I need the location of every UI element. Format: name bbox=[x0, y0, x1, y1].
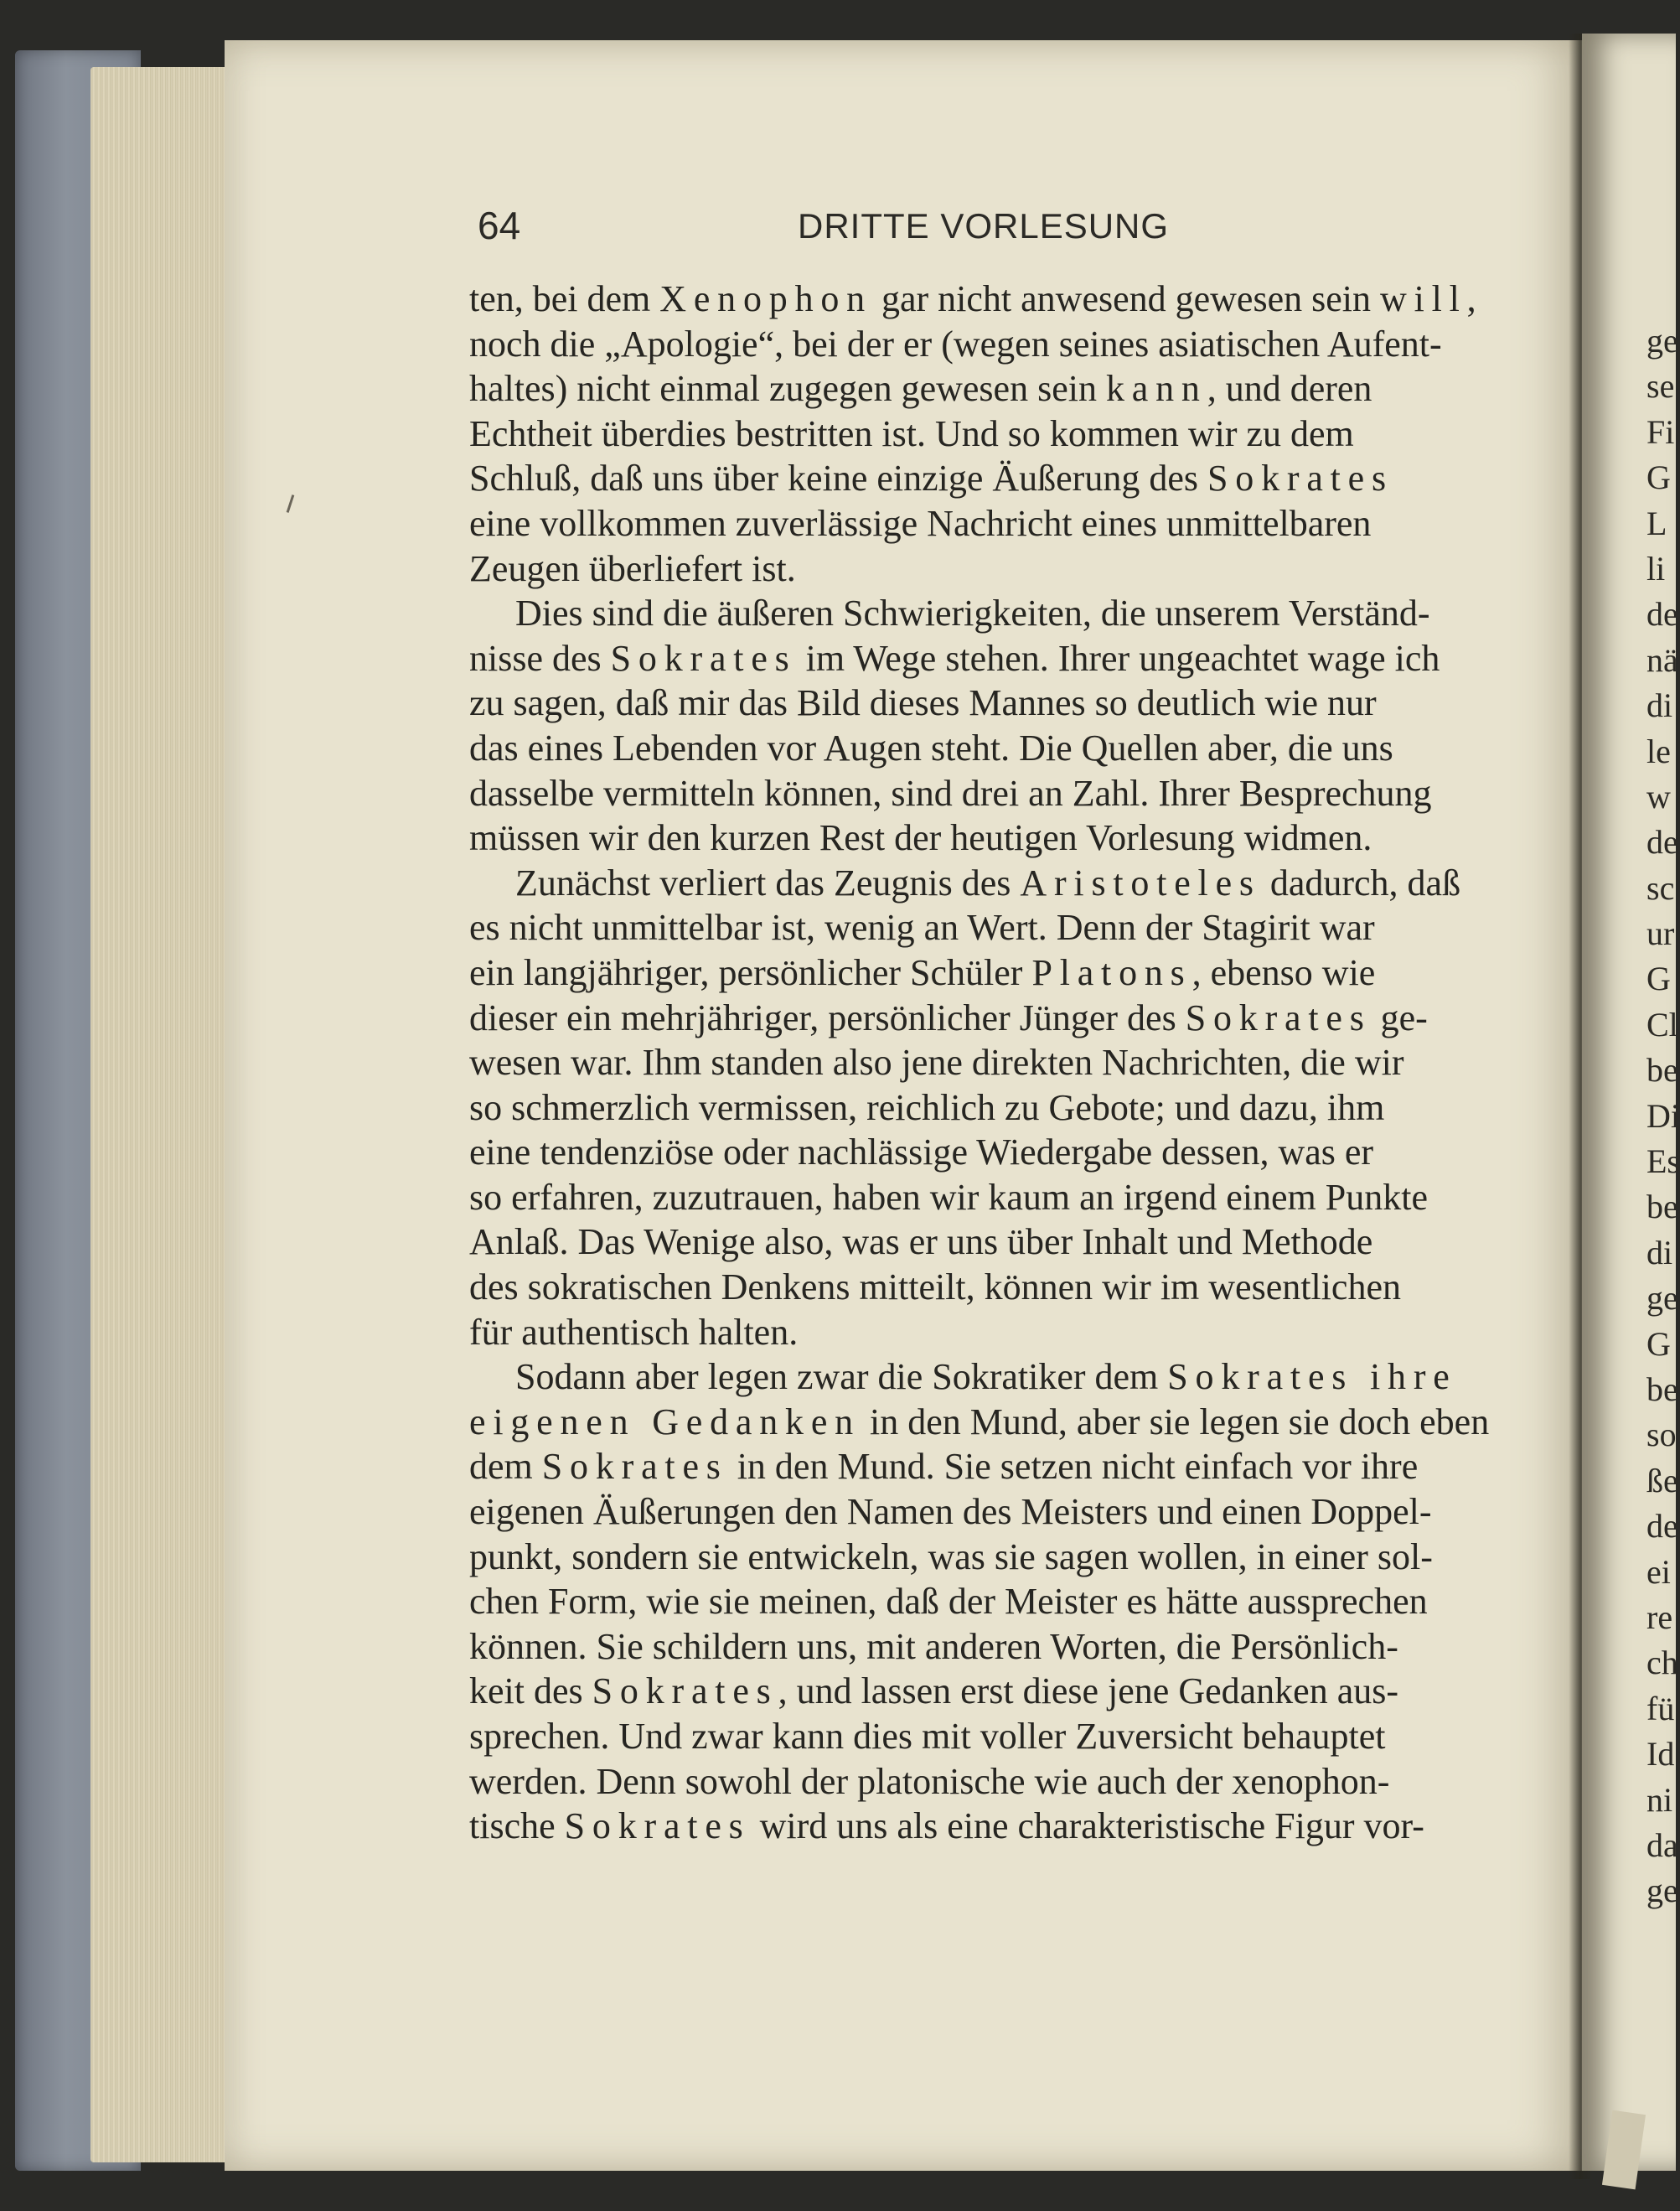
facing-text-fragment: re bbox=[1646, 1597, 1673, 1636]
text-segment: Echtheit überdies bestritten ist. Und so kommen wir zu dem bbox=[469, 412, 1354, 454]
facing-text-fragment: fü bbox=[1646, 1689, 1675, 1727]
text-line bbox=[469, 1175, 1550, 1220]
text-line bbox=[469, 1130, 1550, 1175]
text-segment: keit des bbox=[469, 1670, 592, 1712]
text-segment: wird uns als eine charakteristische Figur vor- bbox=[750, 1805, 1424, 1847]
facing-text-fragment: G bbox=[1646, 458, 1671, 497]
text-segment: so erfahren, zuzutrauen, haben wir kaum an irgend einem Punkte bbox=[469, 1176, 1428, 1218]
text-segment: haltes) nicht einmal zugegen gewesen sein bbox=[469, 368, 1106, 410]
text-segment: es nicht unmittelbar ist, wenig an Wert. Denn der Stagirit war bbox=[469, 907, 1375, 949]
text-line bbox=[469, 950, 1550, 996]
spaced-emphasis: Xenophon bbox=[659, 278, 872, 319]
text-line bbox=[469, 681, 1550, 726]
text-segment: chen Form, wie sie meinen, daß der Meister es hätte aussprechen bbox=[469, 1581, 1428, 1623]
text-line bbox=[469, 456, 1550, 501]
text-segment: eine tendenziöse oder nachlässige Wiedergabe dessen, was er bbox=[469, 1131, 1374, 1173]
text-segment: ein langjähriger, persönlicher Schüler bbox=[469, 951, 1032, 993]
text-segment: Anlaß. Das Wenige also, was er uns über Inhalt und Methode bbox=[469, 1221, 1373, 1263]
facing-text-fragment: ch bbox=[1646, 1644, 1678, 1682]
text-segment: nisse des bbox=[469, 637, 611, 679]
text-segment: werden. Denn sowohl der platonische wie auch der xenophon- bbox=[469, 1760, 1390, 1802]
body-text bbox=[469, 277, 1550, 1849]
text-segment: können. Sie schildern uns, mit anderen Worten, die Persönlich- bbox=[469, 1625, 1398, 1667]
text-segment: , und deren bbox=[1207, 368, 1372, 410]
text-line bbox=[469, 1714, 1550, 1759]
facing-text-fragment: Cl bbox=[1646, 1005, 1678, 1043]
facing-text-fragment: ni bbox=[1646, 1780, 1673, 1819]
text-segment: gar nicht anwesend gewesen sein bbox=[871, 278, 1380, 319]
facing-text-fragment: Di bbox=[1646, 1096, 1680, 1135]
text-segment: im Wege stehen. Ihrer ungeachtet wage ich bbox=[796, 637, 1440, 679]
facing-text-fragment: be bbox=[1646, 1051, 1678, 1090]
text-segment: so schmerzlich vermissen, reichlich zu Gebote; und dazu, ihm bbox=[469, 1086, 1385, 1128]
facing-text-fragment: da bbox=[1646, 1825, 1678, 1864]
section-title: DRITTE VORLESUNG bbox=[798, 206, 1170, 246]
facing-text-fragment: di bbox=[1646, 1233, 1673, 1271]
spaced-emphasis: will bbox=[1380, 278, 1467, 319]
spaced-emphasis: Sokrates bbox=[564, 1805, 751, 1847]
facing-text-fragment: Fi bbox=[1646, 412, 1675, 451]
facing-text-fragment: ge bbox=[1646, 322, 1678, 360]
spaced-emphasis: Aristoteles bbox=[1020, 862, 1261, 904]
text-line bbox=[469, 1040, 1550, 1085]
text-line bbox=[469, 591, 1550, 636]
text-line bbox=[469, 366, 1550, 412]
facing-text-fragment: ge bbox=[1646, 1872, 1678, 1910]
spaced-emphasis: Sokrates bbox=[541, 1446, 728, 1488]
text-line bbox=[469, 861, 1550, 906]
text-line bbox=[469, 1535, 1550, 1580]
text-segment: sprechen. Und zwar kann dies mit voller Zuversicht behauptet bbox=[469, 1716, 1386, 1757]
text-segment: tische bbox=[469, 1805, 565, 1847]
text-segment: Schluß, daß uns über keine einzige Äußerung des bbox=[469, 458, 1207, 500]
text-line bbox=[469, 1669, 1550, 1714]
text-line bbox=[469, 1624, 1550, 1670]
page-edges bbox=[90, 67, 225, 2162]
facing-text-fragment: ße bbox=[1646, 1461, 1678, 1499]
facing-text-fragment: se bbox=[1646, 367, 1675, 406]
text-segment: in den Mund, aber sie legen sie doch eben bbox=[860, 1401, 1490, 1442]
facing-text-fragment: G bbox=[1646, 1324, 1671, 1363]
facing-text-fragment: L bbox=[1646, 504, 1667, 542]
text-segment: in den Mund. Sie setzen nicht einfach vor ihre bbox=[727, 1446, 1419, 1488]
facing-text-fragment: de bbox=[1646, 823, 1678, 862]
text-line bbox=[469, 1219, 1550, 1265]
text-line bbox=[469, 996, 1550, 1041]
text-segment: Zunächst verliert das Zeugnis des bbox=[515, 862, 1021, 904]
text-line bbox=[469, 322, 1550, 367]
text-segment: des sokratischen Denkens mitteilt, können wir im wesentlichen bbox=[469, 1266, 1401, 1308]
text-line bbox=[469, 1265, 1550, 1310]
facing-text-fragment: so bbox=[1646, 1416, 1677, 1454]
text-line bbox=[469, 1489, 1550, 1535]
text-line bbox=[469, 1444, 1550, 1489]
text-line bbox=[469, 636, 1550, 681]
facing-text-fragment: ei bbox=[1646, 1552, 1671, 1591]
text-segment: eine vollkommen zuverlässige Nachricht eines unmittelbaren bbox=[469, 502, 1372, 544]
facing-text-fragment: G bbox=[1646, 960, 1671, 998]
text-line bbox=[469, 1400, 1550, 1445]
text-line bbox=[469, 1310, 1550, 1355]
facing-text-fragment: de bbox=[1646, 595, 1678, 634]
text-line bbox=[469, 771, 1550, 816]
text-segment: müssen wir den kurzen Rest der heutigen Vorlesung widmen. bbox=[469, 817, 1372, 859]
facing-text-fragment: de bbox=[1646, 1507, 1678, 1546]
spaced-emphasis: Sokrates bbox=[610, 637, 797, 679]
text-segment: , ebenso wie bbox=[1192, 951, 1376, 993]
text-segment: das eines Lebenden vor Augen steht. Die Quellen aber, die uns bbox=[469, 727, 1393, 769]
text-segment: wesen war. Ihm standen also jene direkten Nachrichten, die wir bbox=[469, 1042, 1404, 1084]
text-line bbox=[469, 1759, 1550, 1805]
text-line bbox=[469, 1085, 1550, 1131]
text-line bbox=[469, 1579, 1550, 1624]
text-segment: Dies sind die äußeren Schwierigkeiten, die unserem Verständ- bbox=[515, 593, 1430, 634]
facing-text-fragment: ge bbox=[1646, 1279, 1678, 1318]
facing-text-fragment: sc bbox=[1646, 868, 1675, 907]
facing-text-fragment: di bbox=[1646, 686, 1673, 725]
facing-text-fragment: Id bbox=[1646, 1735, 1675, 1773]
facing-text-fragment: le bbox=[1646, 732, 1671, 770]
spaced-emphasis: Sokrates bbox=[1185, 997, 1372, 1038]
text-segment: dem bbox=[469, 1446, 542, 1488]
text-segment: ten, bei dem bbox=[469, 278, 660, 319]
text-line bbox=[469, 1804, 1550, 1849]
page-number: 64 bbox=[478, 204, 521, 247]
spaced-emphasis: eigenen Gedanken bbox=[469, 1401, 861, 1442]
running-head bbox=[478, 203, 1232, 253]
text-line bbox=[469, 816, 1550, 861]
text-segment: eigenen Äußerungen den Namen des Meisters und einen Doppel- bbox=[469, 1491, 1432, 1533]
spaced-emphasis: Sokrates ihre bbox=[1167, 1356, 1457, 1398]
spaced-emphasis: Platons bbox=[1031, 951, 1192, 993]
facing-text-fragment: Es bbox=[1646, 1142, 1680, 1181]
text-segment: zu sagen, daß mir das Bild dieses Mannes so deutlich wie nur bbox=[469, 682, 1377, 724]
text-segment: dasselbe vermitteln können, sind drei an Zahl. Ihrer Besprechung bbox=[469, 772, 1432, 814]
text-segment: für authentisch halten. bbox=[469, 1311, 799, 1353]
text-line bbox=[469, 546, 1550, 592]
facing-text-fragment: ur bbox=[1646, 914, 1675, 953]
text-line bbox=[469, 1354, 1550, 1400]
text-segment: dieser ein mehrjähriger, persönlicher Jünger des bbox=[469, 997, 1186, 1038]
text-segment: punkt, sondern sie entwickeln, was sie sagen wollen, in einer sol- bbox=[469, 1535, 1433, 1577]
text-segment: , und lassen erst diese jene Gedanken aus- bbox=[778, 1670, 1398, 1712]
text-segment: , bbox=[1466, 278, 1476, 319]
facing-text-fragment: w bbox=[1646, 777, 1671, 816]
facing-text-fragment: nä bbox=[1646, 640, 1678, 679]
text-line bbox=[469, 501, 1550, 546]
text-line bbox=[469, 277, 1550, 322]
spaced-emphasis: Sokrates bbox=[1207, 458, 1393, 500]
text-segment: noch die „Apologie“, bei der er (wegen seines asiatischen Aufent- bbox=[469, 323, 1442, 365]
facing-text-fragment: be bbox=[1646, 1370, 1678, 1408]
text-line bbox=[469, 905, 1550, 950]
text-segment: ge- bbox=[1371, 997, 1428, 1038]
spaced-emphasis: Sokrates bbox=[592, 1670, 778, 1712]
text-line bbox=[469, 412, 1550, 457]
text-segment: dadurch, daß bbox=[1260, 862, 1461, 904]
text-segment: Sodann aber legen zwar die Sokratiker dem bbox=[515, 1356, 1168, 1398]
facing-text-fragment: be bbox=[1646, 1188, 1678, 1226]
spaced-emphasis: kann bbox=[1105, 368, 1207, 410]
text-line bbox=[469, 726, 1550, 771]
facing-page-text bbox=[1646, 318, 1680, 1914]
facing-text-fragment: li bbox=[1646, 549, 1666, 588]
text-segment: Zeugen überliefert ist. bbox=[469, 547, 796, 589]
